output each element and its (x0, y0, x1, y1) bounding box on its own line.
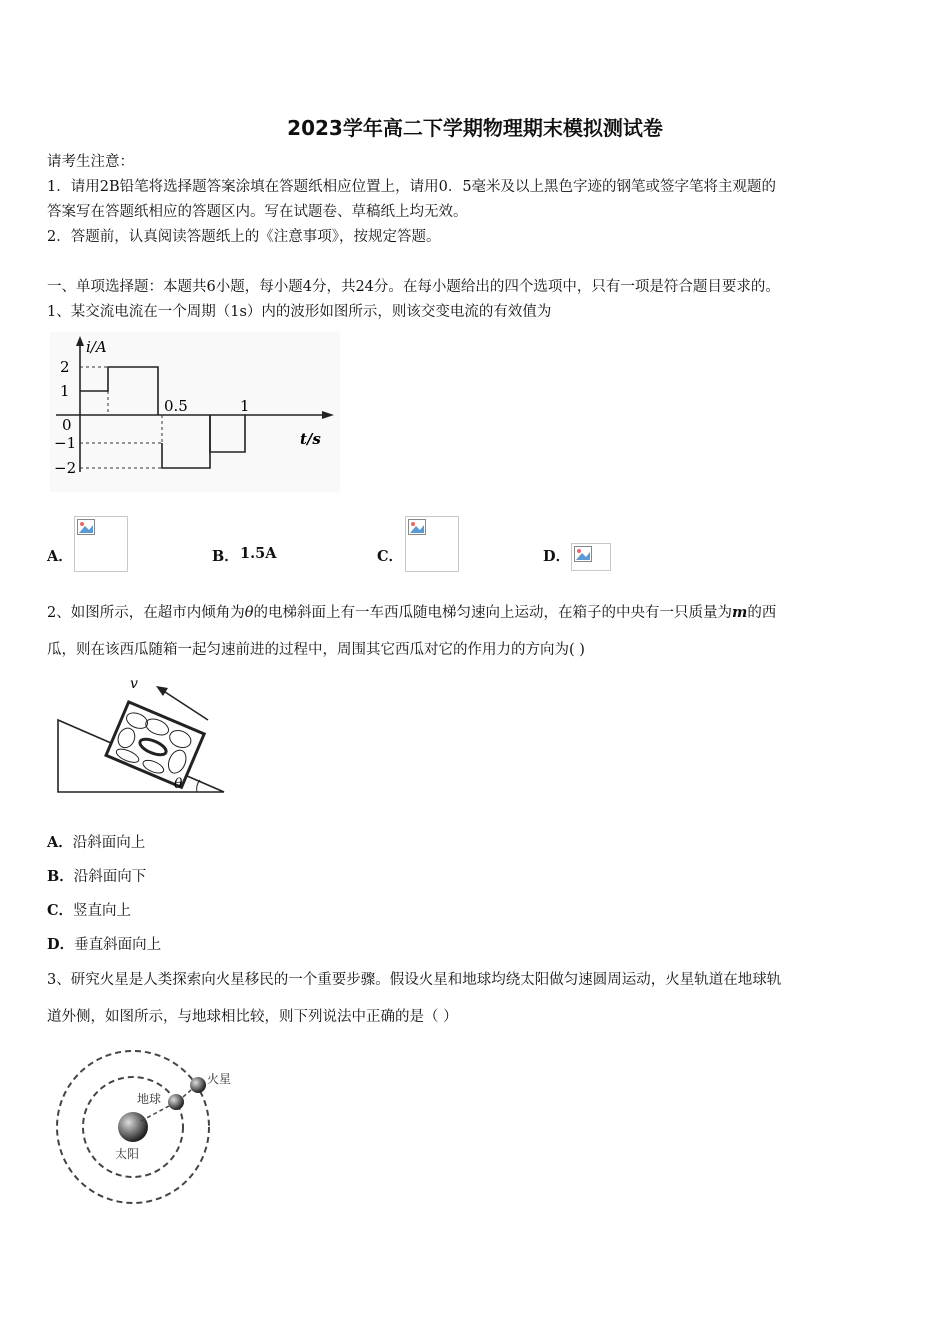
q1-option-b-label: B． (212, 548, 239, 565)
sun-label: 太阳 (115, 1147, 140, 1161)
x-tick-1: 1 (240, 397, 250, 415)
notice-item-1: 1．请用2B铅笔将选择题答案涂填在答题纸相应位置上，请用0．5毫米及以上黑色字迹的钢笔或签字笔将主观题的 (47, 179, 777, 195)
q1-option-c-image (405, 516, 459, 572)
y-tick-neg2: −2 (54, 459, 77, 477)
q1-option-d-image (571, 543, 611, 571)
q2-option-c-text: 竖直向上 (73, 903, 132, 919)
q2-stem-part-c: 的西 (747, 605, 777, 621)
earth-label: 地球 (137, 1092, 162, 1106)
page-title: 2023学年高二下学期物理期末模拟测试卷 (287, 116, 663, 140)
q2-option-c-label: C． (47, 902, 74, 919)
q2-stem-part-a: 2、如图所示，在超市内倾角为 (47, 605, 245, 621)
x-tick-0-5: 0.5 (164, 397, 188, 415)
sun-icon (118, 1112, 148, 1142)
q2-option-d (47, 935, 161, 955)
incline-angle-label: θ (174, 776, 183, 792)
y-axis-label: i/A (86, 338, 107, 356)
q2-option-c (47, 901, 131, 921)
broken-image-icon (408, 519, 426, 535)
q2-option-b-text: 沿斜面向下 (73, 869, 147, 885)
y-tick-2: 2 (60, 358, 70, 376)
notice-item-2: 2．答题前，认真阅读答题纸上的《注意事项》，按规定答题。 (47, 229, 441, 245)
section-heading: 一、单项选择题：本题共6小题，每小题4分，共24分。在每小题给出的四个选项中，只有一项是符合题目要求的。 (47, 279, 780, 295)
q1-option-b-text: 1.5A (240, 545, 277, 562)
q1-option-a-label: A． (47, 548, 73, 565)
notice-heading: 请考生注意： (47, 154, 134, 170)
q1-option-d-label: D． (543, 548, 571, 565)
q2-option-a (47, 833, 145, 853)
q3-orbit-figure (55, 1045, 250, 1210)
broken-image-icon (77, 519, 95, 535)
y-tick-neg1: −1 (54, 434, 77, 452)
y-tick-1: 1 (60, 382, 70, 400)
q2-option-b (47, 867, 146, 887)
q1-option-a-image (74, 516, 128, 572)
q2-option-b-label: B． (47, 868, 74, 885)
notice-item-1-cont: 答案写在答题纸相应的答题区内。写在试题卷、草稿纸上均无效。 (47, 204, 468, 220)
q2-option-a-text: 沿斜面向上 (72, 835, 146, 851)
earth-icon (168, 1094, 184, 1110)
q2-stem-part-b: 的电梯斜面上有一车西瓜随电梯匀速向上运动，在箱子的中央有一只质量为 (253, 605, 732, 621)
q2-option-d-label: D． (47, 936, 75, 953)
q1-stem: 1、某交流电流在一个周期（1s）内的波形如图所示，则该交变电流的有效值为 (47, 304, 552, 320)
broken-image-icon (574, 546, 592, 562)
velocity-label: v (130, 676, 138, 692)
q2-incline-figure (50, 672, 230, 797)
q1-waveform-graph (50, 332, 340, 492)
q1-option-c-label: C． (377, 548, 404, 565)
y-tick-0: 0 (62, 416, 72, 434)
q2-option-d-text: 垂直斜面向上 (74, 937, 162, 953)
q2-theta-symbol: θ (244, 605, 254, 621)
x-axis-label: t/s (300, 430, 321, 448)
q2-stem-line1 (47, 603, 776, 623)
mars-label: 火星 (207, 1072, 232, 1086)
q3-stem-line1: 3、研究火星是人类探索向火星移民的一个重要步骤。假设火星和地球均绕太阳做匀速圆周运动，火星轨道在地球轨 (47, 972, 782, 988)
q2-mass-symbol: m (731, 604, 748, 621)
mars-icon (190, 1077, 206, 1093)
q2-stem-line2: 瓜，则在该西瓜随箱一起匀速前进的过程中，周围其它西瓜对它的作用力的方向为( ) (47, 642, 585, 658)
q3-stem-line2: 道外侧，如图所示，与地球相比较，则下列说法中正确的是（ ） (47, 1009, 458, 1025)
q2-option-a-label: A． (47, 834, 73, 851)
